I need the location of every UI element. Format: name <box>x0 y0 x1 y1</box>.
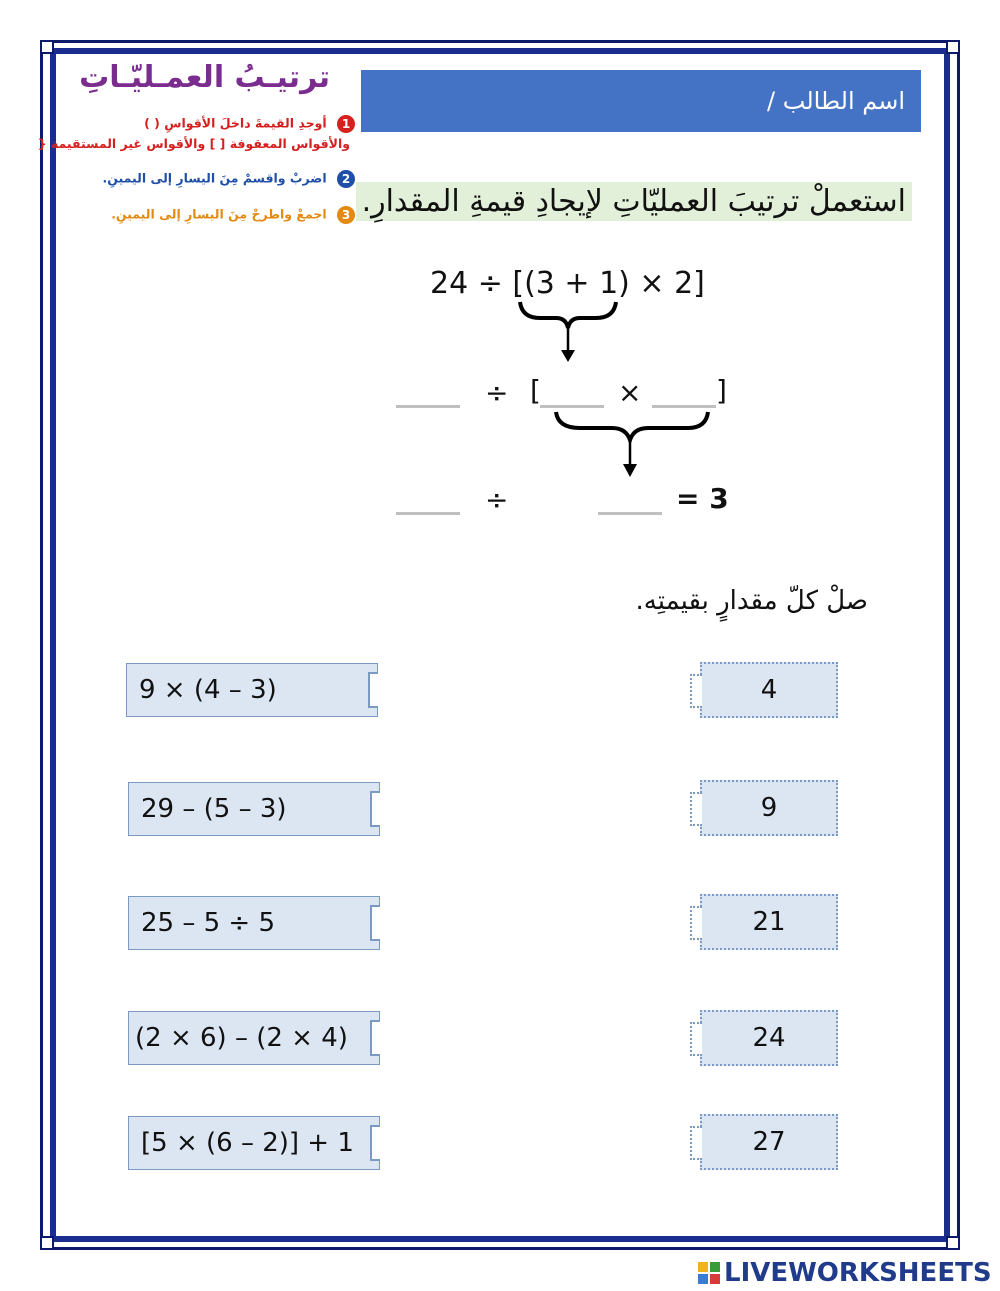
match-value-card[interactable] <box>700 1010 838 1066</box>
close-bracket: ] <box>716 374 727 407</box>
rule-text: اضربْ واقسمْ مِنَ اليسارِ إلى اليمينِ. <box>102 170 327 186</box>
expression-text: 29 – (5 – 3) <box>141 794 287 824</box>
match-value-card[interactable] <box>700 780 838 836</box>
times-sign: × <box>618 376 642 409</box>
match-expression-card[interactable] <box>126 663 378 717</box>
arrow-head <box>623 464 637 477</box>
expression-text: [5 × (6 – 2)] + 1 <box>141 1128 354 1158</box>
frame-corner <box>40 1236 54 1250</box>
brace-shape <box>520 302 616 328</box>
arrow-head <box>561 350 575 362</box>
worksheet-title: ترتيـبُ العمـليّـاتِ <box>79 60 330 95</box>
connector-notch <box>690 1126 702 1160</box>
connector-notch <box>370 905 380 941</box>
result-value: = 3 <box>676 482 729 515</box>
match-expression-card[interactable] <box>128 782 380 836</box>
example-expression: 24 ÷ [(3 + 1) × 2] <box>430 266 705 301</box>
rule-1-continuation: والأقواس المعقوفة [ ] والأقواس غير المستقيمة { <box>37 136 350 151</box>
instruction-text: استعملْ ترتيبَ العمليّاتِ لإيجادِ قيمةِ المقدارِ. <box>356 182 912 221</box>
expression-text: 9 × (4 – 3) <box>139 675 277 705</box>
match-expression-card[interactable] <box>128 1011 380 1065</box>
answer-blank-factor-1[interactable] <box>540 405 604 408</box>
rule-number-badge: 2 <box>337 170 355 188</box>
match-expression-card[interactable] <box>128 1116 380 1170</box>
student-name-bar[interactable]: اسم الطالب / <box>361 70 921 132</box>
rule-number-badge: 3 <box>337 206 355 224</box>
divide-sign: ÷ <box>485 483 509 516</box>
connector-notch <box>368 672 378 708</box>
match-instruction: صلْ كلّ مقدارٍ بقيمتِه. <box>635 586 868 616</box>
expression-text: 25 – 5 ÷ 5 <box>141 908 276 938</box>
rule-text: اجمعْ واطرحْ مِنَ اليسارِ إلى اليمينِ. <box>111 206 327 222</box>
logo-text: LIVEWORKSHEETS <box>724 1258 992 1288</box>
match-value-card[interactable] <box>700 894 838 950</box>
divide-sign: ÷ <box>485 376 509 409</box>
rule-text: أوجدِ القيمةَ داخلَ الأقواسِ ( ) <box>144 115 327 131</box>
connector-notch <box>690 1022 702 1056</box>
open-bracket: [ <box>530 374 541 407</box>
value-text: 27 <box>752 1127 786 1157</box>
answer-blank-dividend[interactable] <box>396 405 460 408</box>
match-value-card[interactable] <box>700 1114 838 1170</box>
value-text: 4 <box>760 675 778 705</box>
connector-notch <box>370 791 380 827</box>
connector-notch <box>370 1125 380 1161</box>
expression-text: (2 × 6) – (2 × 4) <box>135 1023 348 1053</box>
answer-blank-divisor[interactable] <box>598 512 662 515</box>
match-expression-card[interactable] <box>128 896 380 950</box>
answer-blank-factor-2[interactable] <box>652 405 716 408</box>
brace-shape <box>556 412 708 440</box>
value-text: 21 <box>752 907 786 937</box>
connector-notch <box>690 674 702 708</box>
connector-notch <box>370 1020 380 1056</box>
answer-blank-dividend-2[interactable] <box>396 512 460 515</box>
liveworksheets-logo[interactable] <box>698 1258 992 1288</box>
connector-notch <box>690 792 702 826</box>
connector-notch <box>690 906 702 940</box>
match-value-card[interactable] <box>700 662 838 718</box>
value-text: 24 <box>752 1023 786 1053</box>
logo-blocks-icon <box>698 1262 720 1284</box>
frame-corner <box>946 1236 960 1250</box>
value-text: 9 <box>760 793 778 823</box>
rule-number-badge: 1 <box>337 115 355 133</box>
